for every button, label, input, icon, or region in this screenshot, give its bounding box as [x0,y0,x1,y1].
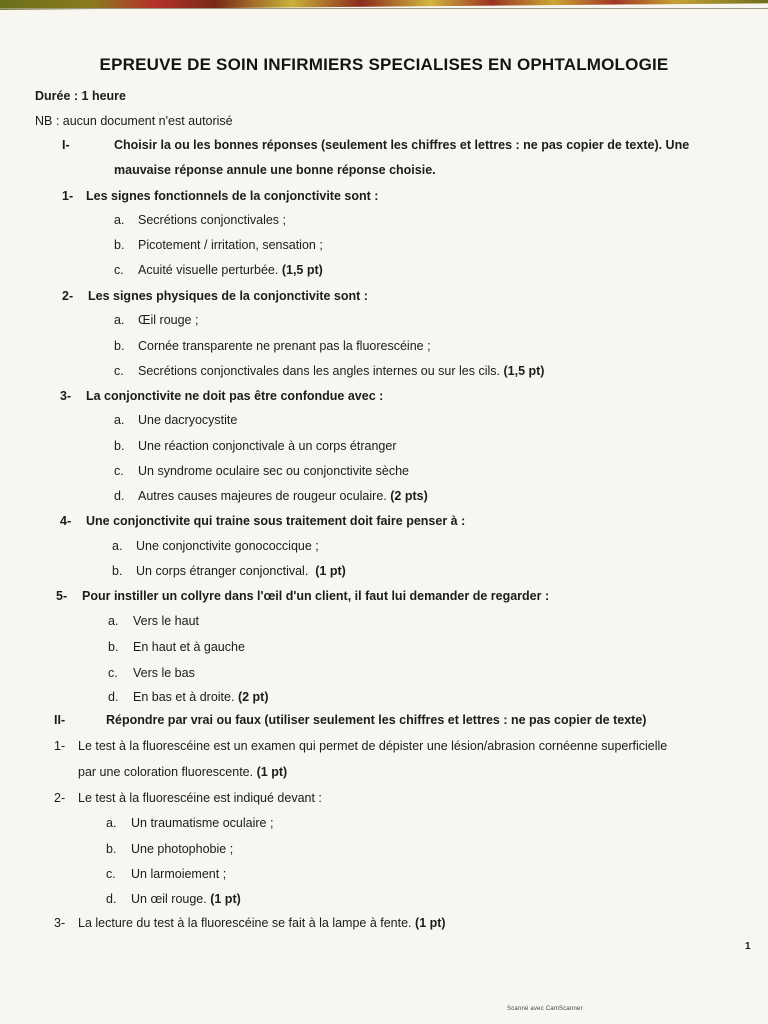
s2-question-2-text: Le test à la fluorescéine est indiqué devant : [78,791,322,805]
question-1-text: Les signes fonctionnels de la conjonctivite sont : [86,189,379,203]
question-5-number: 5- [56,589,68,603]
q5-points: (2 pt) [237,690,269,704]
scan-color-band [0,0,768,11]
section-1-instruction-line2: mauvaise réponse annule une bonne réponse choisie. [114,163,436,177]
option-letter-c: c. [114,464,124,478]
q2-option-a: Œil rouge ; [138,313,199,327]
option-letter-a: a. [114,313,125,327]
q1-option-c-text: Acuité visuelle perturbée. [138,263,279,277]
option-letter-b: b. [106,842,117,856]
duration: Durée : 1 heure [35,89,127,103]
option-letter-b: b. [108,640,119,654]
s2-question-3-text [78,916,446,930]
s2q1-points: (1 pt) [256,765,288,779]
nb-note: NB : aucun document n'est autorisé [35,114,233,128]
option-letter-b: b. [114,339,125,353]
s2q2-option-b: Une photophobie ; [131,842,234,856]
q1-option-c [138,263,323,277]
option-letter-c: c. [114,263,124,277]
q1-option-b: Picotement / irritation, sensation ; [138,238,323,252]
q2-points: (1,5 pt) [503,364,545,378]
question-2-text: Les signes physiques de la conjonctivite sont : [88,289,368,303]
q3-option-b: Une réaction conjonctivale à un corps étranger [138,439,397,453]
option-letter-d: d. [114,489,125,503]
s2-question-3-number: 3- [54,916,66,930]
option-letter-a: a. [106,816,117,830]
s2q2-points: (1 pt) [210,892,241,906]
q4-option-b [136,564,346,578]
option-letter-b: b. [112,564,123,578]
question-2-number: 2- [62,289,74,303]
option-letter-a: a. [108,614,119,628]
option-letter-b: b. [114,439,125,453]
q5-option-a: Vers le haut [133,614,200,628]
q4-option-b-text: Un corps étranger conjonctival. [136,564,309,578]
option-letter-a: a. [112,539,123,553]
question-1-number: 1- [62,189,74,203]
section-1-number: I- [62,138,70,152]
q4-option-a: Une conjonctivite gonococcique ; [136,539,319,553]
q4-points: (1 pt) [315,564,346,578]
s2-question-1-line2 [78,765,287,779]
option-letter-c: c. [108,666,118,680]
question-5-text: Pour instiller un collyre dans l'œil d'un client, il faut lui demander de regarder : [82,589,550,603]
s2-question-1-line2-text: par une coloration fluorescente. [78,765,254,779]
q5-option-d-text: En bas et à droite. [133,690,235,704]
option-letter-a: a. [114,413,125,427]
scanner-watermark: Scanné avec CamScanner [507,1006,583,1012]
s2-question-1-number: 1- [54,739,66,753]
q1-option-a: Secrétions conjonctivales ; [138,213,286,227]
question-3-number: 3- [60,389,72,403]
option-letter-d: d. [106,892,117,906]
s2q3-points: (1 pt) [415,916,446,930]
q2-option-c-text: Secrétions conjonctivales dans les angles internes ou sur les cils. [138,364,500,378]
s2q2-option-d [131,892,241,906]
s2q2-option-d-text: Un œil rouge. [131,892,207,906]
q2-option-c [138,364,544,378]
q3-option-c: Un syndrome oculaire sec ou conjonctivite sèche [138,464,409,478]
section-2-instruction: Répondre par vrai ou faux (utiliser seulement les chiffres et lettres : ne pas copier de texte) [106,713,647,727]
option-letter-b: b. [114,238,125,252]
s2-question-3-text-body: La lecture du test à la fluorescéine se fait à la lampe à fente. [78,916,412,930]
option-letter-a: a. [114,213,125,227]
q1-points: (1,5 pt) [281,263,323,277]
section-2-number: II- [54,713,66,727]
page-number: 1 [745,941,751,952]
q2-option-b: Cornée transparente ne prenant pas la fluorescéine ; [138,339,431,353]
q5-option-c: Vers le bas [133,666,195,680]
q3-option-d-text: Autres causes majeures de rougeur oculaire. [138,489,387,503]
q3-option-d [138,489,428,503]
scan-edge-line [0,8,768,9]
question-4-text: Une conjonctivite qui traine sous traitement doit faire penser à : [86,514,466,528]
q3-option-a: Une dacryocystite [138,413,238,427]
q3-points: (2 pts) [390,489,428,503]
section-1-instruction-line1: Choisir la ou les bonnes réponses (seulement les chiffres et lettres : ne pas copier de texte). Une [114,138,690,152]
s2-question-1-line1: Le test à la fluorescéine est un examen qui permet de dépister une lésion/abrasion cornéenne superficielle [78,739,668,753]
question-3-text: La conjonctivite ne doit pas être confondue avec : [86,389,384,403]
s2q2-option-a: Un traumatisme oculaire ; [131,816,274,830]
page-title: EPREUVE DE SOIN INFIRMIERS SPECIALISES EN OPHTALMOLOGIE [99,55,669,74]
q5-option-b: En haut et à gauche [133,640,245,654]
option-letter-c: c. [106,867,116,881]
option-letter-c: c. [114,364,124,378]
s2-question-2-number: 2- [54,791,66,805]
option-letter-d: d. [108,690,119,704]
q5-option-d [133,690,269,704]
question-4-number: 4- [60,514,72,528]
s2q2-option-c: Un larmoiement ; [131,867,227,881]
